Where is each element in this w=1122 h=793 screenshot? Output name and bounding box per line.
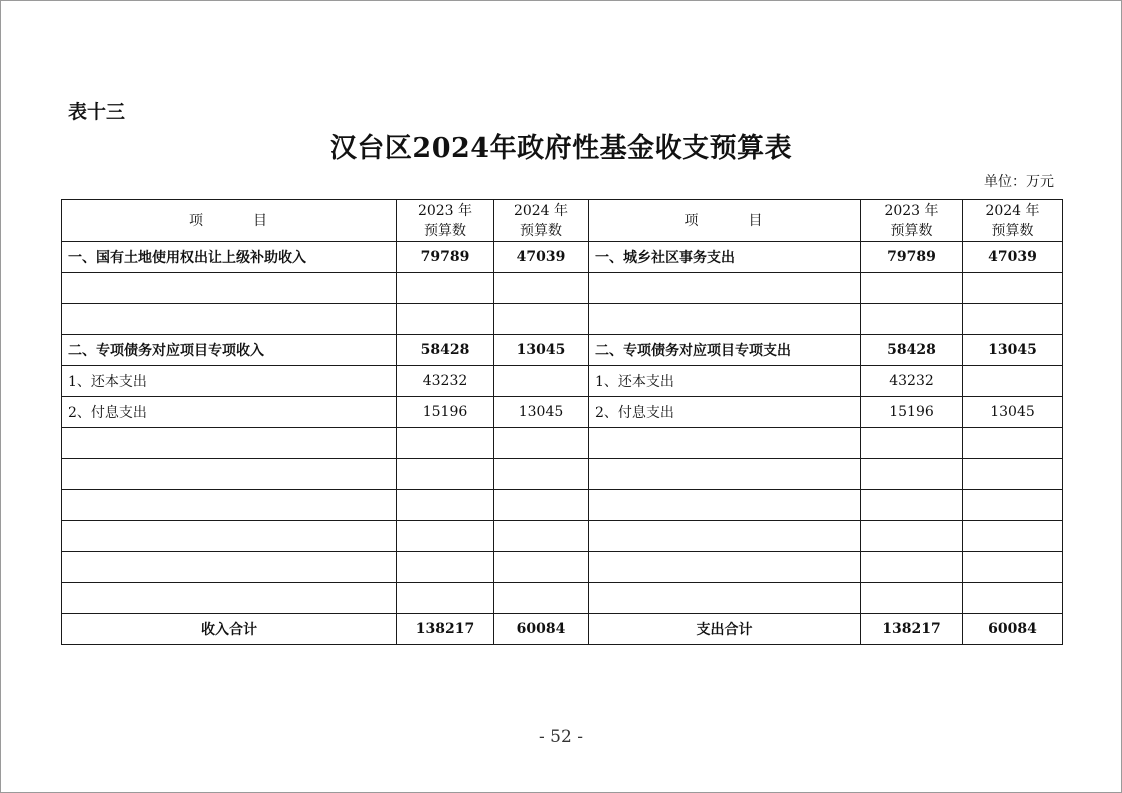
header-2024-budget-income: 2024 年 预算数 xyxy=(494,200,589,242)
budget-table xyxy=(61,199,1063,645)
income-2023-cell xyxy=(397,490,494,521)
table-row xyxy=(62,459,1063,490)
income-2023-cell: 58428 xyxy=(397,335,494,366)
expense-2024-cell xyxy=(963,459,1063,490)
income-2023-cell xyxy=(397,459,494,490)
income-2023-cell: 79789 xyxy=(397,242,494,273)
expense-2023-cell xyxy=(861,583,963,614)
table-row xyxy=(62,242,1063,273)
income-2024-cell xyxy=(494,521,589,552)
income-2024-cell xyxy=(494,459,589,490)
expense-2024-cell xyxy=(963,583,1063,614)
income-item-cell xyxy=(62,428,397,459)
expense-item-cell xyxy=(589,459,861,490)
income-item-cell: 一、国有土地使用权出让上级补助收入 xyxy=(62,242,397,273)
income-2023-cell: 15196 xyxy=(397,397,494,428)
income-2023-cell xyxy=(397,428,494,459)
expense-2023-cell: 58428 xyxy=(861,335,963,366)
expense-2023-cell xyxy=(861,459,963,490)
table-row xyxy=(62,428,1063,459)
income-2024-cell xyxy=(494,552,589,583)
expense-item-cell xyxy=(589,428,861,459)
table-header-row xyxy=(62,200,1063,242)
total-row xyxy=(62,614,1063,645)
unit-label: 单位：万元 xyxy=(984,174,1054,190)
expense-2024-cell xyxy=(963,273,1063,304)
expense-2024-cell: 47039 xyxy=(963,242,1063,273)
income-2023-cell xyxy=(397,552,494,583)
expense-2024-cell xyxy=(963,366,1063,397)
income-item-cell: 2、付息支出 xyxy=(62,397,397,428)
table-row xyxy=(62,521,1063,552)
income-item-cell xyxy=(62,521,397,552)
expense-2024-cell xyxy=(963,304,1063,335)
income-total-2023: 138217 xyxy=(397,614,494,645)
table-row xyxy=(62,273,1063,304)
income-total-label: 收入合计 xyxy=(62,614,397,645)
expense-item-cell xyxy=(589,273,861,304)
table-row xyxy=(62,335,1063,366)
income-item-cell xyxy=(62,273,397,304)
income-total-2024: 60084 xyxy=(494,614,589,645)
table-row xyxy=(62,583,1063,614)
income-2024-cell xyxy=(494,304,589,335)
expense-item-cell xyxy=(589,552,861,583)
income-item-cell xyxy=(62,490,397,521)
expense-total-2023: 138217 xyxy=(861,614,963,645)
income-2024-cell xyxy=(494,428,589,459)
expense-item-cell xyxy=(589,521,861,552)
income-2024-cell xyxy=(494,366,589,397)
table-row xyxy=(62,304,1063,335)
income-2024-cell: 47039 xyxy=(494,242,589,273)
expense-2024-cell: 13045 xyxy=(963,397,1063,428)
income-2024-cell xyxy=(494,490,589,521)
income-2023-cell: 43232 xyxy=(397,366,494,397)
income-item-cell: 二、专项债务对应项目专项收入 xyxy=(62,335,397,366)
income-2023-cell xyxy=(397,521,494,552)
header-item-expense: 项 目 xyxy=(589,200,861,242)
expense-item-cell xyxy=(589,583,861,614)
expense-total-label: 支出合计 xyxy=(589,614,861,645)
expense-item-cell: 2、付息支出 xyxy=(589,397,861,428)
table-row xyxy=(62,552,1063,583)
table-row xyxy=(62,397,1063,428)
income-2024-cell xyxy=(494,273,589,304)
expense-item-cell xyxy=(589,490,861,521)
income-2023-cell xyxy=(397,304,494,335)
header-2024-budget-expense: 2024 年 预算数 xyxy=(963,200,1063,242)
expense-2024-cell xyxy=(963,490,1063,521)
expense-2023-cell xyxy=(861,521,963,552)
income-item-cell xyxy=(62,304,397,335)
header-2023-budget-expense: 2023 年 预算数 xyxy=(861,200,963,242)
expense-2023-cell: 79789 xyxy=(861,242,963,273)
income-2023-cell xyxy=(397,273,494,304)
expense-2024-cell xyxy=(963,428,1063,459)
income-2024-cell: 13045 xyxy=(494,397,589,428)
expense-2023-cell xyxy=(861,490,963,521)
income-2023-cell xyxy=(397,583,494,614)
income-2024-cell: 13045 xyxy=(494,335,589,366)
expense-2024-cell: 13045 xyxy=(963,335,1063,366)
expense-2023-cell xyxy=(861,273,963,304)
expense-2024-cell xyxy=(963,552,1063,583)
expense-2023-cell: 43232 xyxy=(861,366,963,397)
page-title: 汉台区2024年政府性基金收支预算表 xyxy=(329,133,793,164)
expense-item-cell: 一、城乡社区事务支出 xyxy=(589,242,861,273)
table-row xyxy=(62,366,1063,397)
expense-total-2024: 60084 xyxy=(963,614,1063,645)
table-number-label: 表十三 xyxy=(68,101,126,123)
income-item-cell xyxy=(62,552,397,583)
expense-2023-cell xyxy=(861,552,963,583)
expense-2024-cell xyxy=(963,521,1063,552)
expense-item-cell: 1、还本支出 xyxy=(589,366,861,397)
expense-item-cell xyxy=(589,304,861,335)
income-item-cell xyxy=(62,459,397,490)
income-item-cell xyxy=(62,583,397,614)
income-2024-cell xyxy=(494,583,589,614)
expense-2023-cell xyxy=(861,304,963,335)
expense-2023-cell xyxy=(861,428,963,459)
table-row xyxy=(62,490,1063,521)
income-item-cell: 1、还本支出 xyxy=(62,366,397,397)
header-2023-budget-income: 2023 年 预算数 xyxy=(397,200,494,242)
expense-2023-cell: 15196 xyxy=(861,397,963,428)
page-number: - 52 - xyxy=(539,727,583,747)
header-item-income: 项 目 xyxy=(62,200,397,242)
expense-item-cell: 二、专项债务对应项目专项支出 xyxy=(589,335,861,366)
